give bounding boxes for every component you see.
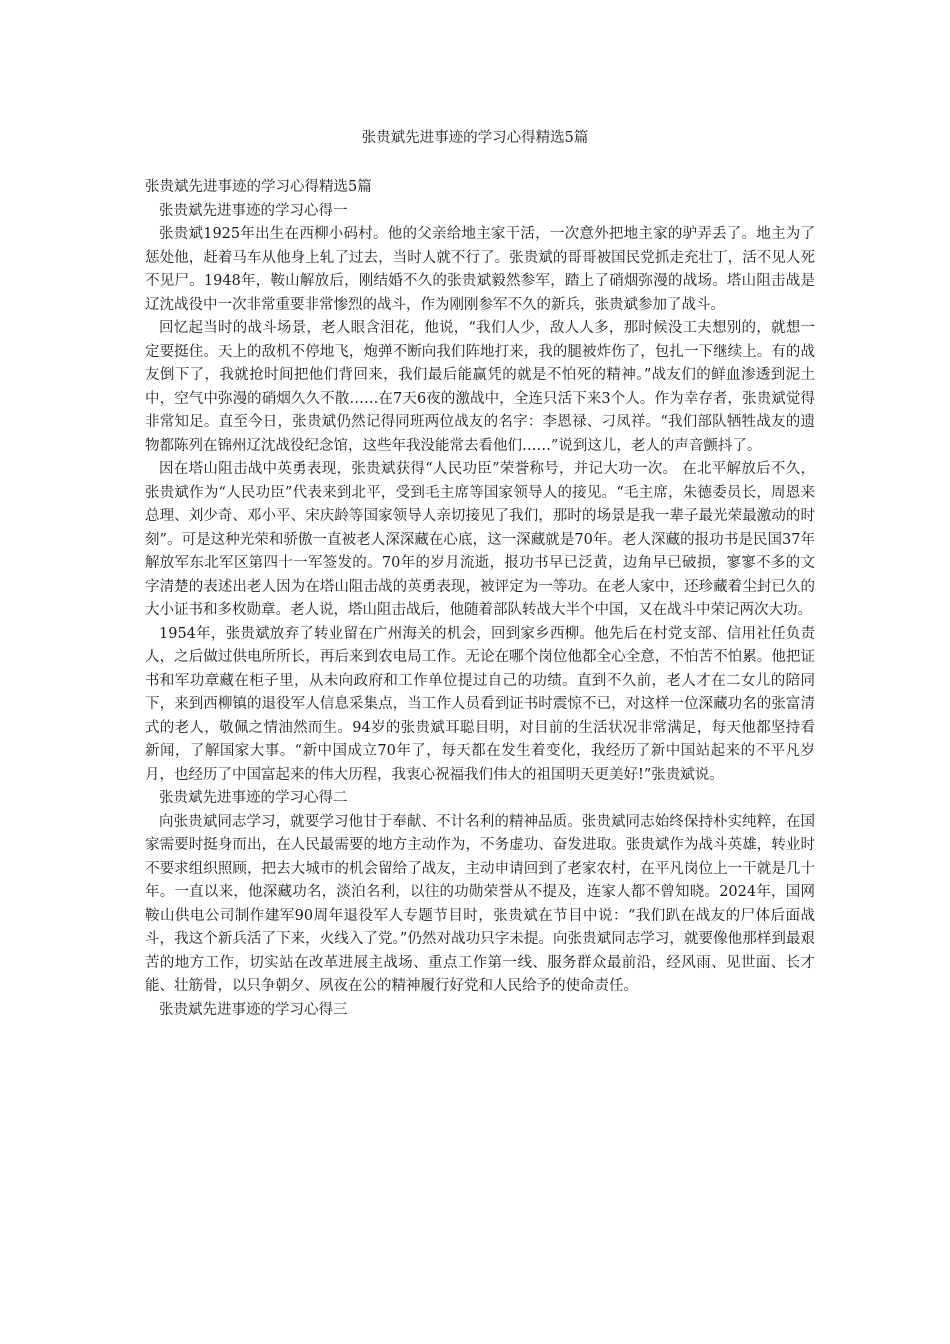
document-body <box>145 176 815 1022</box>
paragraph: 因在塔山阻击战中英勇表现，张贵斌获得“人民功臣”荣誉称号，并记大功一次。 在北平解放后不久，张贵斌作为“人民功臣”代表来到北平，受到毛主席等国家领导人的接见。“毛主席，朱德委员长，周恩来总理、刘少奇、邓小平、宋庆龄等国家领导人亲切接见了我们，那时的场景是我一辈子最光荣最激动的时刻”。可是这种光荣和骄傲一直被老人深深藏在心底，这一深藏就是70年。老人深藏的报功书是民国37年解放军东北军区第四十一军签发的。70年的岁月流逝，报功书早已泛黄，边角早已破损，寥寥不多的文字清楚的表述出老人因为在塔山阻击战的英勇表现，被评定为一等功。在老人家中，还珍藏着尘封已久的大小证书和多枚勋章。老人说，塔山阻击战后，他随着部队转战大半个中国，又在战斗中荣记两次大功。 <box>145 461 815 618</box>
page-header-title: 张贵斌先进事迹的学习心得精选5篇 <box>361 130 589 146</box>
paragraph: 向张贵斌同志学习，就要学习他甘于奉献、不计名利的精神品质。张贵斌同志始终保持朴实纯粹，在国家需要时挺身而出，在人民最需要的地方主动作为，不务虚功、奋发进取。张贵斌作为战斗英雄，转业时不要求组织照顾，把去大城市的机会留给了战友，主动申请回到了老家农村，在平凡岗位上一干就是几十年。一直以来，他深藏功名，淡泊名利，以往的功勋荣誉从不提及，连家人都不曾知晓。2024年，国网鞍山供电公司制作建军90周年退役军人专题节目时，张贵斌在节目中说：“我们趴在战友的尸体后面战斗，我这个新兵活了下来，火线入了党。”仍然对战功只字未提。向张贵斌同志学习，就要像他那样到最艰苦的地方工作，切实站在改革进展主战场、重点工作第一线、服务群众最前沿，经风雨、见世面、长才能、壮筋骨，以只争朝夕、夙夜在公的精神履行好党和人民给予的使命责任。 <box>145 813 815 994</box>
section-heading: 张贵斌先进事迹的学习心得一 <box>159 202 348 219</box>
section-heading: 张贵斌先进事迹的学习心得三 <box>159 1001 348 1018</box>
document-main-title: 张贵斌先进事迹的学习心得精选5篇 <box>145 179 372 195</box>
paragraph: 1954年，张贵斌放弃了转业留在广州海关的机会，回到家乡西柳。他先后在村党支部、信用社任负责人，之后做过供电所所长，再后来到农电局工作。无论在哪个岗位他都全心全意，不怕苦不怕累。他把证书和军功章藏在柜子里，从未向政府和工作单位提过自己的功绩。直到不久前，老人才在二女儿的陪同下，来到西柳镇的退役军人信息采集点，当工作人员看到证书时震惊不已，对这样一位深藏功名的张富清式的老人，敬佩之情油然而生。94岁的张贵斌耳聪目明，对目前的生活状况非常满足，每天他都坚持看新闻，了解国家大事。“新中国成立70年了，每天都在发生着变化，我经历了新中国站起来的不平凡岁月，也经历了中国富起来的伟大历程，我衷心祝福我们伟大的祖国明天更美好!”张贵斌说。 <box>145 625 815 783</box>
section-heading: 张贵斌先进事迹的学习心得二 <box>159 790 348 806</box>
paragraph: 回忆起当时的战斗场景，老人眼含泪花，他说，“我们人少，敌人人多，那时候没工夫想别的，就想一定要挺住。天上的敌机不停地飞，炮弹不断向我们阵地打来，我的腿被炸伤了，包扎一下继续上。有的战友倒下了，我就抢时间把他们背回来，我们最后能赢凭的就是不怕死的精神。”战友们的鲜血渗透到泥土中，空气中弥漫的硝烟久久不散……在7天6夜的激战中，全连只活下来3个人。作为幸存者，张贵斌觉得非常知足。直至今日，张贵斌仍然记得同班两位战友的名字：李恩禄、刁凤祥。“我们部队牺牲战友的遗物都陈列在锦州辽沈战役纪念馆，这些年我没能常去看他们……”说到这儿，老人的声音颤抖了。 <box>145 320 815 454</box>
paragraph: 张贵斌1925年出生在西柳小码村。他的父亲给地主家干活，一次意外把地主家的驴弄丢了。地主为了惩处他，赶着马车从他身上轧了过去，当时人就不行了。张贵斌的哥哥被国民党抓走充壮丁，活不见人死不见尸。1948年，鞍山解放后，刚结婚不久的张贵斌毅然参军，踏上了硝烟弥漫的战场。塔山阻击战是辽沈战役中一次非常重要非常惨烈的战斗，作为刚刚参军不久的新兵，张贵斌参加了战斗。 <box>145 226 815 313</box>
